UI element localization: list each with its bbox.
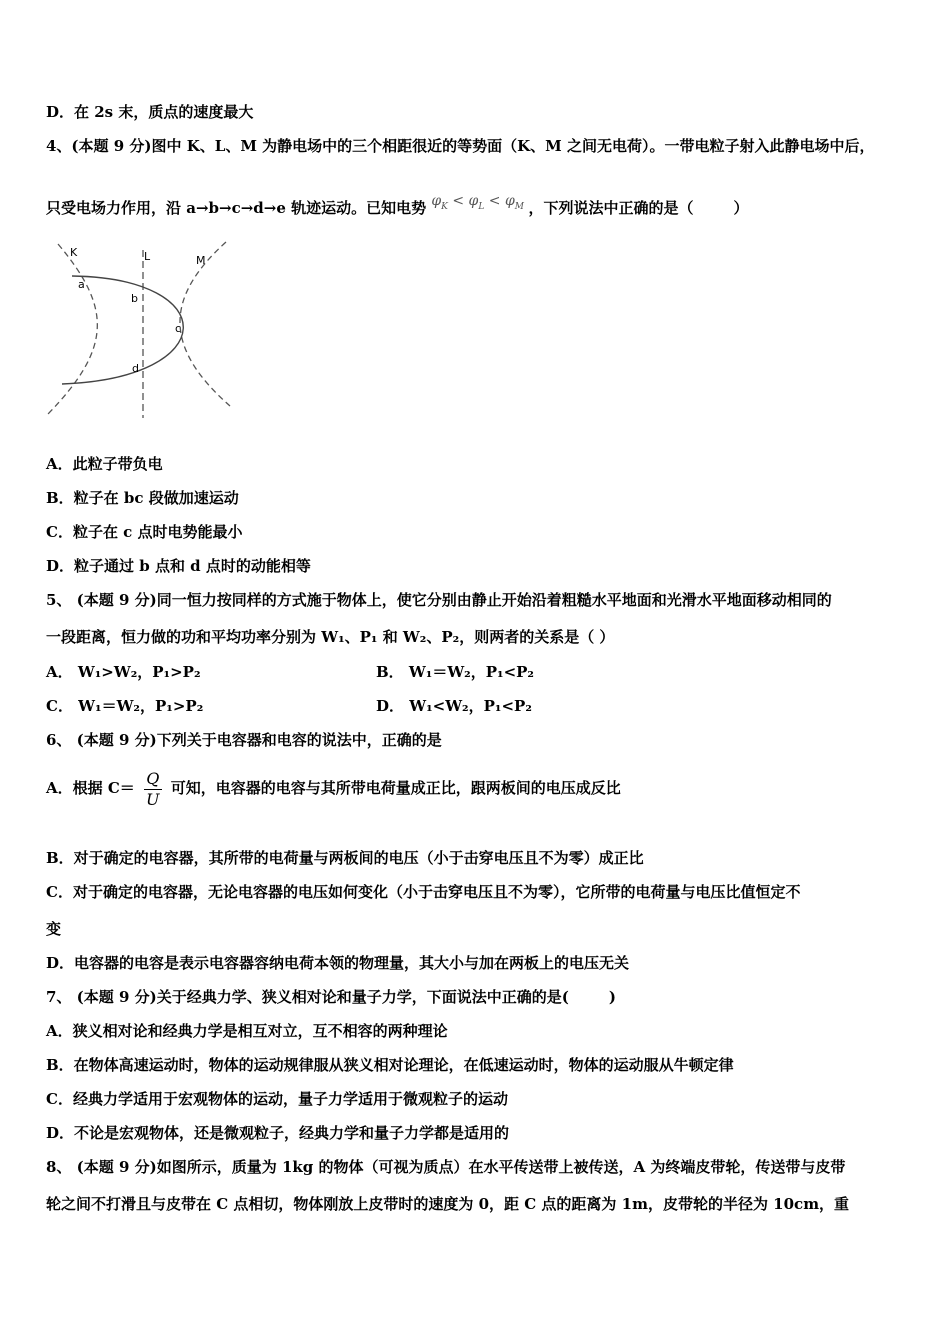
capacitance-fraction [144,769,161,810]
q3-option-d: D．在 2s 末，质点的速度最大 [46,103,254,121]
q4-stem-line1: 4、(本题 9 分)图中 K、L、M 为静电场中的三个相距很近的等势面（K、M 之间无电荷）。一带电粒子射入此静电场中后， [46,137,875,155]
label-K: K [70,246,78,259]
fraction-numerator: Q [144,769,161,790]
q6-option-d: D．电容器的电容是表示电容器容纳电荷本领的物理量，其大小与加在两板上的电压无关 [46,954,630,972]
q6-option-b: B．对于确定的电容器，其所带的电荷量与两板间的电压（小于击穿电压且不为零）成正比 [46,849,644,867]
q7-option-b: B．在物体高速运动时，物体的运动规律服从狭义相对论理论，在低速运动时，物体的运动服从牛顿定律 [46,1056,734,1074]
particle-trajectory [62,276,183,384]
equipotential-k [48,244,97,414]
fraction-denominator: U [146,789,160,809]
q7-option-d: D．不论是宏观物体，还是微观粒子，经典力学和量子力学都是适用的 [46,1124,510,1142]
q7-option-c: C．经典力学适用于宏观物体的运动，量子力学适用于微观粒子的运动 [46,1090,508,1108]
q5-option-d: D． W₁<W₂，P₁<P₂ [376,697,532,715]
q6-option-a-post: 可知，电容器的电容与其所带电荷量成正比，跟两板间的电压成反比 [170,779,621,797]
q5-option-a: A． W₁>W₂，P₁>P₂ [46,663,201,681]
q4-stem-text: 只受电场力作用，沿 a→b→c→d→e 轨迹运动。已知电势 [46,199,427,217]
q8-stem-line2: 轮之间不打滑且与皮带在 C 点相切，物体刚放上皮带时的速度为 0，距 C 点的距离为 1m，皮带轮的半径为 10cm，重 [46,1195,850,1213]
q6-option-a [46,766,621,810]
q4-option-b: B．粒子在 bc 段做加速运动 [46,489,239,507]
q4-stem-text-end: ，下列说法中正确的是（ [528,199,694,217]
label-L: L [144,250,151,263]
q6-option-c-line1: C．对于确定的电容器，无论电容器的电压如何变化（小于击穿电压且不为零），它所带的电荷量与电压比值恒定不 [46,883,801,901]
label-d: d [132,362,139,375]
equipotential-figure [42,238,242,424]
label-b: b [131,292,138,305]
q4-stem-line2: 只受电场力作用，沿 a→b→c→d→e 轨迹运动。已知电势 $\varphi_K < \varphi_L < \varphi_M$ ，下列说法中正确的是（ ） [46,193,749,217]
q4-option-c: C．粒子在 c 点时电势能最小 [46,523,243,541]
q6-stem: 6、 (本题 9 分)下列关于电容器和电容的说法中，正确的是 [46,731,442,749]
q6-option-c-line2: 变 [46,920,62,938]
q4-option-d: D．粒子通过 b 点和 d 点时的动能相等 [46,557,311,575]
q5-option-c: C． W₁＝W₂，P₁>P₂ [46,697,204,715]
q5-stem-line2: 一段距离，恒力做的功和平均功率分别为 W₁、P₁ 和 W₂、P₂，则两者的关系是（ ） [46,628,615,646]
q6-option-a-pre: A．根据 C＝ [46,779,135,797]
label-a: a [78,278,85,291]
q5-stem-line1: 5、 (本题 9 分)同一恒力按同样的方式施于物体上，使它分别由静止开始沿着粗糙水平地面和光滑水平地面移动相同的 [46,591,832,609]
q4-option-a: A．此粒子带负电 [46,455,163,473]
q5-option-b: B． W₁＝W₂，P₁<P₂ [376,663,534,681]
q7-option-a: A．狭义相对论和经典力学是相互对立，互不相容的两种理论 [46,1022,448,1040]
q8-stem-line1: 8、 (本题 9 分)如图所示，质量为 1kg 的物体（可视为质点）在水平传送带上被传送，A 为终端皮带轮，传送带与皮带 [46,1158,846,1176]
q7-stem: 7、 (本题 9 分)关于经典力学、狭义相对论和量子力学，下面说法中正确的是( ) [46,988,616,1006]
label-c: c [175,322,182,335]
label-M: M [196,254,206,267]
potential-relation: $\varphi_K < \varphi_L < \varphi_M$ [431,193,524,212]
